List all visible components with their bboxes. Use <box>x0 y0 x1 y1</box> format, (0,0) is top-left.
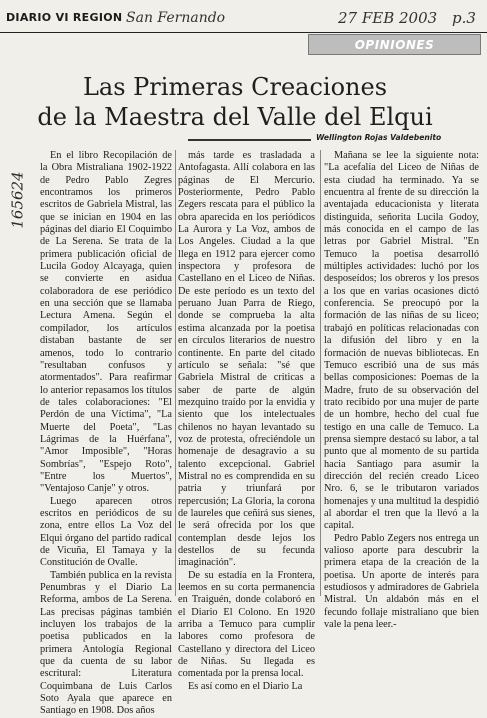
section-label: OPINIONES <box>308 34 481 55</box>
column-divider <box>320 150 321 596</box>
column-divider <box>175 150 176 596</box>
handwritten-side-note <box>6 130 30 270</box>
paragraph: También publica en la revista Penumbras y el Diario La Reforma, ambos de La Serena. Las precisas páginas también incluyen los trabajos de la poetisa publicados en la primera Antología Regional que da cuenta de su labor escritural: Literatura Coquimbana de Luis Carlos Soto Ayala que aparece en Santiago en 1908. Dos años <box>40 569 172 717</box>
paragraph: Pedro Pablo Zegers nos entrega un valioso aporte para descubrir la primera etapa de la creación de la poetisa. Un aporte de interés para estudiosos y admiradores de Gabriela Mistral. Un aldabón más en el fecundo follaje mistraliano que bien vale la pena leer.- <box>324 532 479 631</box>
paragraph: Es así como en el Diario La <box>188 680 303 692</box>
handwritten-city: San Fernando <box>126 10 226 26</box>
paragraph: De su estadía en la Frontera, leemos en su corta permanencia en Traiguén, donde colaboró en el Diario El Colono. En 1920 arriba a Temuco para cumplir labores como profesora de Castellano y directora del Liceo de Niñas. Su llegada es comentada por la prensa local. <box>178 569 315 680</box>
masthead <box>0 6 487 33</box>
article-headline <box>20 72 450 132</box>
article-column-2 <box>178 150 315 692</box>
headline-line-1: Las Primeras Creaciones <box>82 73 388 101</box>
byline-rule <box>188 139 311 141</box>
paragraph: En el libro Recopilación de la Obra Mistraliana 1902-1922 de Pedro Pablo Zegres encontramos los primeros escritos de Gabriela Mistral, las que se inician en 1904 en las páginas del diario El Coquimbo de La Serena. Se trata de la primera publicación oficial de Lucila Godoy Alcayaga, quien se convierte en asidua colaboradora de ese periódico en una sección que se llamaba Lectura Amena. Según el compilador, los artículos distaban bastante de ser amenos, todo lo contrario "resultaban confusos y atormentados". Para reafirmar lo anterior repasamos los títulos de tales colaboraciones: "El Perdón de una Víctima", "La Muerte del Poeta", "Las Lágrimas de la Huérfana", "Amor Imposible", "Horas Sombrías", "Espejo Roto", "Entre los Muertos", "Ventajoso Canje" y otros. <box>40 150 172 495</box>
handwritten-page-number: p.3 <box>452 9 476 27</box>
paragraph: más tarde es trasladada a Antofagasta. Allí colabora en las páginas de El Mercurio. Posteriormente, Pedro Pablo Zegers rescata para el público la obra aparecida en los periódicos La Aurora y La Voz, ambos de Los Angeles. Ciudad a la que llega en 1912 para ejercer como inspectora y profesora de Castellano en el Liceo de Niñas. De este período es un texto del peruano Juan Parra de Riego, donde se comprueba la alta estima alcanzada por la poetisa en círculos literarios de nuestro continente. En parte del citado artículo se señala: "sé que Gabriela Mistral de criticas a saber de parte de algún mezquino traído por la envidia y siento que los intelectuales chilenos no hayan levantado su voz de protesta, ofreciéndole un homenaje de desagravio a su talento excepcional. Gabriel Mistral no es comprendida en su patria y triunfará por repercusión; La Gloria, la corona de laureles que ceñirá sus sienes, le será ofrecida por los que contemplan desde lejos los destellos de su fecunda imaginación". <box>178 150 315 569</box>
article-column-3 <box>324 150 479 631</box>
paragraph: Mañana se lee la siguiente nota: "La acefalía del Liceo de Niñas de esta ciudad ha terminado. Ya se encuentra al frente de su dirección la aventajada educacionista y literata distinguida, señorita Lucila Godoy, más conocida en el campo de las letras por Gabriel Mistral. "En Temuco la poetisa desarrolló múltiples actividades: luchó por los desposeídos; los obreros y los presos a los que en varias ocasiones dictó conferencia. Se preocupó por la formación de las niñas de su liceo; trabajó en políticas relacionadas con la difusión del libro y en la formación de nuevas bibliotecas. En Temuco escribió una de sus más bellas composiciones: Poemas de la Madre, fruto de su observación del trato recibido por una mujer de parte de un hombre, hecho del cual fue testigo en una calle de Temuco. La prensa siempre destacó su labor, a tal punto que al momento de su partida hacia Santiago para asumir la dirección del recién creado Liceo Nro. 6, se le tributaron variados homenajes y una multitud la despidió al abordar el tren que la llevó a la capital. <box>324 150 479 532</box>
byline: Wellington Rojas Valdebenito <box>316 133 442 142</box>
side-note-text: 165624 <box>9 171 28 229</box>
paragraph: Luego aparecen otros escritos en periódicos de su zona, entre ellos La Voz del Elqui órgano del partido radical de Vicuña, El Tamaya y la Constitución de Ovalle. <box>40 495 172 569</box>
article-column-1 <box>40 150 172 717</box>
headline-line-2: de la Maestra del Valle del Elqui <box>37 103 433 131</box>
handwritten-date: 27 FEB 2003 <box>338 9 438 27</box>
newspaper-name: DIARIO VI REGION <box>6 11 123 24</box>
